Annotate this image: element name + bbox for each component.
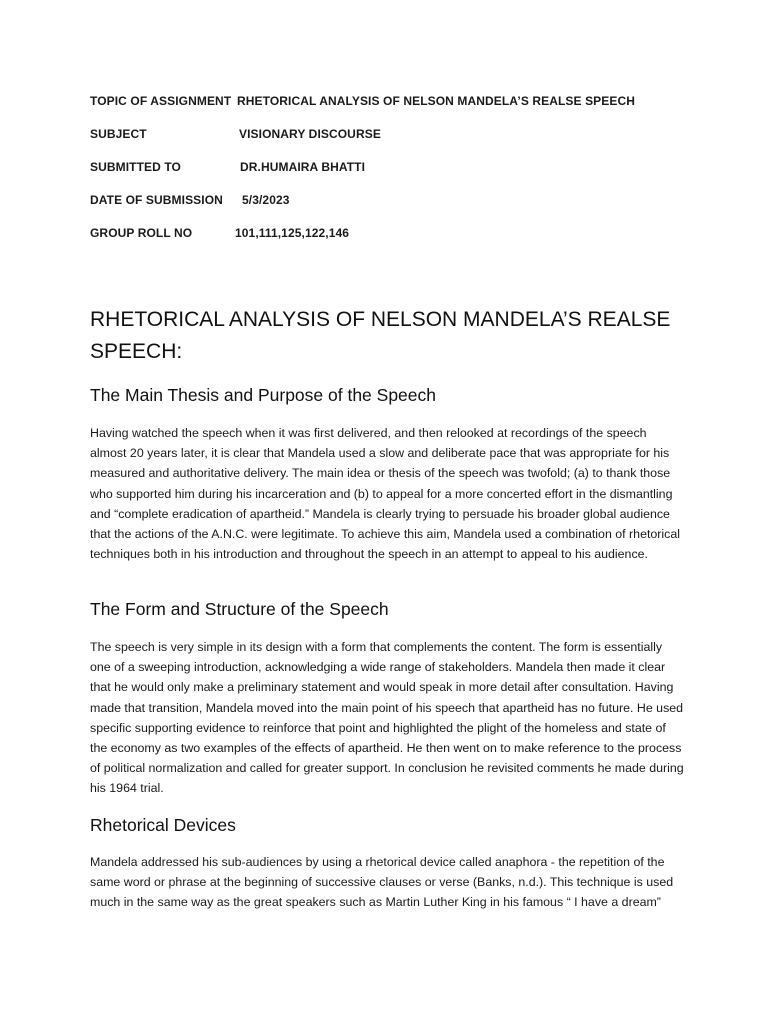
section-heading-form: The Form and Structure of the Speech [90,599,389,619]
meta-row-roll-no [90,226,690,259]
meta-value-date: 5/3/2023 [242,193,290,207]
meta-value-roll-no: 101,111,125,122,146 [235,226,350,240]
section-heading-thesis: The Main Thesis and Purpose of the Speech [90,385,437,405]
meta-key-subject: SUBJECT [90,127,147,141]
document-title: RHETORICAL ANALYSIS OF NELSON MANDELA’S REALSE SPEECH: [90,308,671,363]
section-body-thesis: Having watched the speech when it was first delivered, and then relooked at recordings of the speech almost 20 years later, it is clear that Mandela used a slow and deliberate pace that was appropriate for his measured and authoritative delivery. The main idea or thesis of the speech was twofold; (a) to thank those who supported him during his incarceration and (b) to appeal for a more concerted effort in the dismantling and “complete eradication of apartheid.” Mandela is clearly trying to persuade his broader global audience that the actions of the A.N.C. were legitimate. To achieve this aim, Mandela used a combination of rhetorical techniques both in his introduction and throughout the speech in an attempt to appeal to his audience. [90,426,681,562]
meta-row-date [90,193,690,226]
meta-value-subject: VISIONARY DISCOURSE [239,127,381,141]
meta-key-roll-no: GROUP ROLL NO [90,226,193,240]
section-body-form: The speech is very simple in its design with a form that complements the content. The form is essentially one of a sweeping introduction, acknowledging a wide range of stakeholders. Mandela then made it clear that he would only make a preliminary statement and would speak in more detail after consultation. Having made that transition, Mandela moved into the main point of his speech that apartheid has no future. He used specific supporting evidence to reinforce that point and highlighted the plight of the homeless and state of the economy as two examples of the effects of apartheid. He then went on to make reference to the process of political normalization and called for greater support. In conclusion he revisited comments he made during his 1964 trial. [90,640,684,796]
meta-value-submitted-to: DR.HUMAIRA BHATTI [240,160,366,174]
meta-row-submitted-to [90,160,690,193]
meta-value-topic: RHETORICAL ANALYSIS OF NELSON MANDELA’S REALSE SPEECH [237,94,636,108]
meta-key-date: DATE OF SUBMISSION [90,193,223,207]
meta-row-topic [90,94,690,127]
section-body-devices: Mandela addressed his sub-audiences by using a rhetorical device called anaphora - the repetition of the same word or phrase at the beginning of successive clauses or verse (Banks, n.d.). This technique is used much in the same way as the great speakers such as Martin Luther King in his famous “ I have a dream” [90,855,674,910]
meta-row-subject [90,127,690,160]
meta-key-submitted-to: SUBMITTED TO [90,160,181,174]
assignment-info [90,94,690,259]
meta-key-topic: TOPIC OF ASSIGNMENT [90,94,232,108]
section-heading-devices: Rhetorical Devices [90,815,236,835]
